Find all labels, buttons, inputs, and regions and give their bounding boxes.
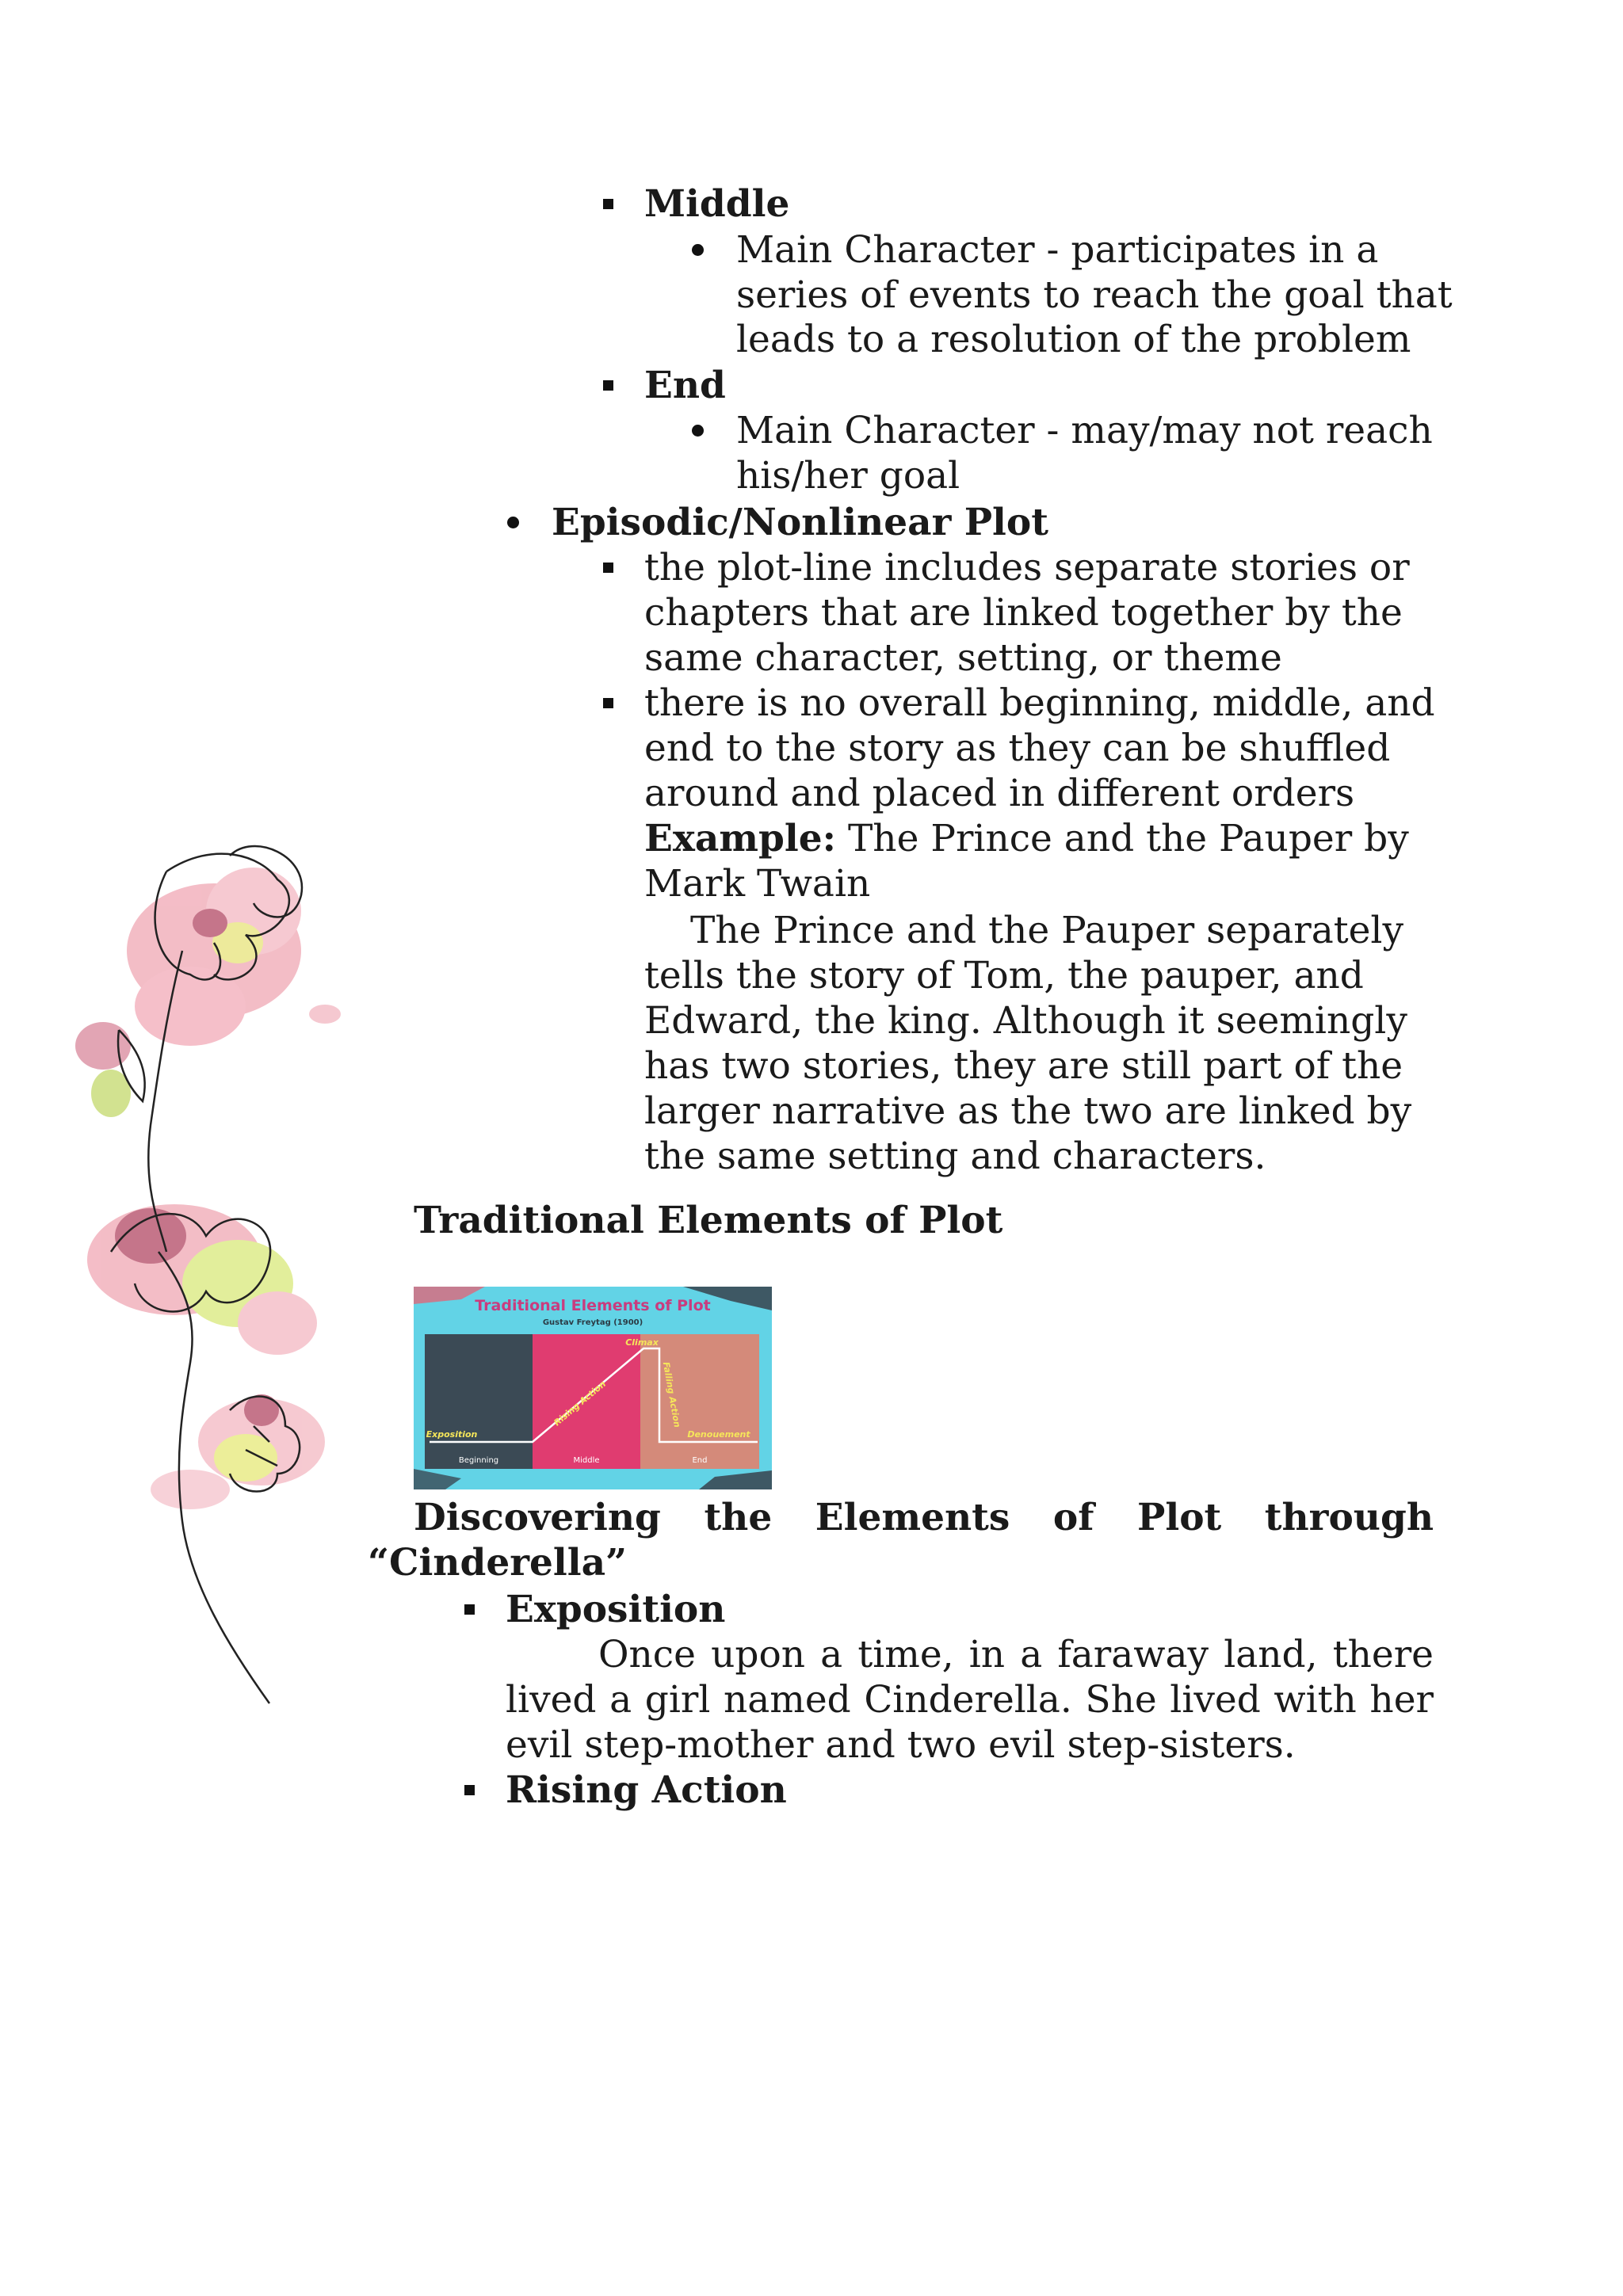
episodic-heading: Episodic/Nonlinear Plot — [552, 501, 1048, 544]
section-beginning-panel — [425, 1334, 533, 1469]
middle-line-3: leads to a resolution of the problem — [736, 318, 1411, 361]
episodic-item1-line-2: chapters that are linked together by the — [644, 591, 1403, 635]
paragraph-line-4: has two stories, they are still part of the — [644, 1044, 1403, 1088]
paragraph-line-2: tells the story of Tom, the pauper, and — [644, 954, 1364, 997]
rising-action-heading: Rising Action — [506, 1768, 787, 1812]
plot-diagram-figure — [414, 1287, 772, 1489]
middle-line-2: series of events to reach the goal that — [736, 273, 1453, 317]
section-end: End — [692, 1456, 708, 1465]
label-falling-action: Falling Action — [660, 1361, 683, 1428]
middle-heading: Middle — [644, 182, 790, 226]
episodic-item2-line-2: end to the story as they can be shuffled — [644, 727, 1391, 770]
example-label: Example: — [644, 817, 836, 860]
discovering-heading: Discovering the Elements of Plot through — [414, 1496, 1434, 1539]
label-exposition: Exposition — [426, 1429, 478, 1440]
label-rising-action: Rising Action — [552, 1379, 609, 1428]
end-line-1: Main Character - may/may not reach — [736, 409, 1433, 452]
example-line — [644, 816, 1409, 861]
label-climax: Climax — [625, 1337, 659, 1348]
section-beginning: Beginning — [458, 1456, 499, 1465]
exposition-line-1: Once upon a time, in a faraway land, there — [598, 1633, 1434, 1676]
episodic-item1-line-1: the plot-line includes separate stories or — [644, 546, 1410, 589]
paragraph-line-6: the same setting and characters. — [644, 1135, 1266, 1178]
paragraph-line-3: Edward, the king. Although it seemingly — [644, 999, 1407, 1043]
example-text-2: Mark Twain — [644, 862, 871, 906]
discovering-heading-line2: “Cinderella” — [368, 1541, 628, 1585]
episodic-item2-line-1: there is no overall beginning, middle, and — [644, 681, 1435, 725]
exposition-line-3: evil step-mother and two evil step-sisters. — [506, 1723, 1296, 1767]
traditional-heading: Traditional Elements of Plot — [414, 1199, 1003, 1242]
end-heading: End — [644, 364, 726, 407]
label-denouement: Denouement — [687, 1429, 750, 1440]
paragraph-line-1: The Prince and the Pauper separately — [690, 909, 1403, 952]
end-line-2: his/her goal — [736, 454, 960, 498]
section-middle: Middle — [573, 1456, 600, 1465]
section-end-panel — [640, 1334, 759, 1469]
episodic-item1-line-3: same character, setting, or theme — [644, 636, 1282, 680]
middle-line-1: Main Character - participates in a — [736, 228, 1379, 272]
exposition-line-2: lived a girl named Cinderella. She lived with her — [506, 1678, 1434, 1722]
exposition-heading: Exposition — [506, 1588, 726, 1631]
figure-subtitle: Gustav Freytag (1900) — [542, 1318, 643, 1327]
figure-title: Traditional Elements of Plot — [475, 1297, 711, 1314]
paragraph-line-5: larger narrative as the two are linked by — [644, 1089, 1412, 1133]
episodic-item2-line-3: around and placed in different orders — [644, 772, 1355, 815]
example-text: The Prince and the Pauper by — [847, 817, 1409, 860]
